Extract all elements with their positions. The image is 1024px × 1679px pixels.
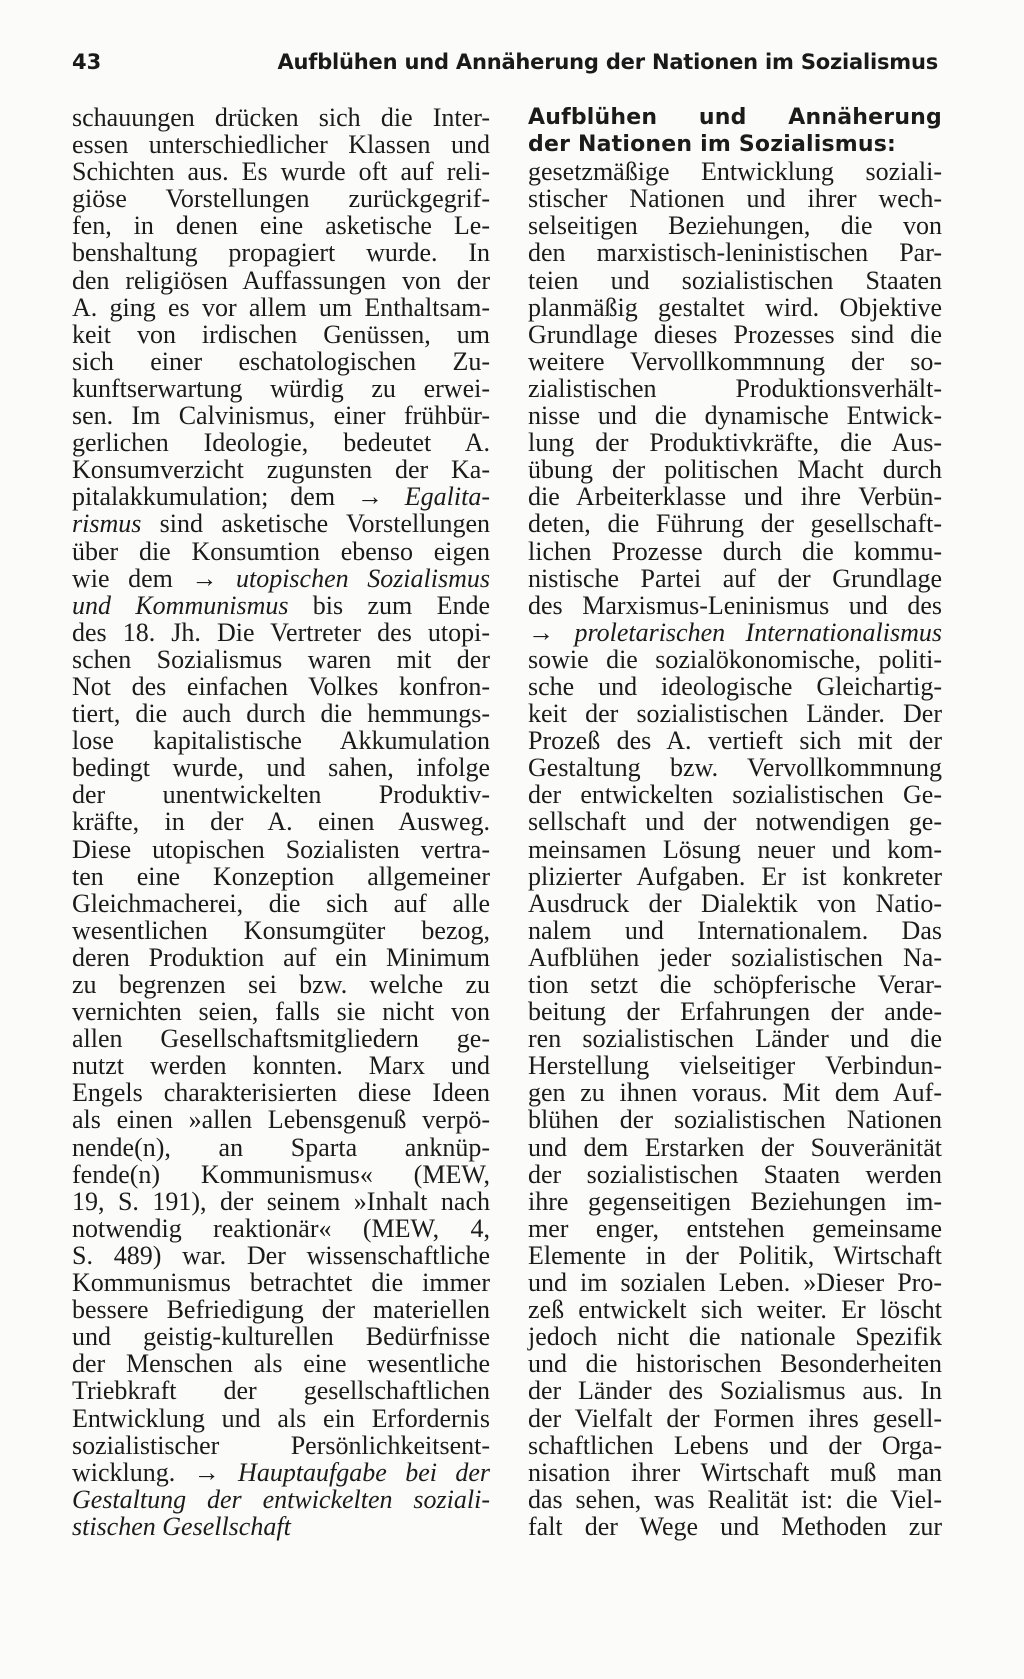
text-line: über die Konsumtion ebenso eigen xyxy=(72,536,490,566)
text-line: bedingt wurde, und sahen, infolge xyxy=(72,753,490,783)
text-line: sich einer eschatologischen Zu- xyxy=(72,346,490,376)
text-line: und geistig-kulturellen Bedürfnisse xyxy=(72,1322,490,1352)
text-line: kunftserwartung würdig zu erwei- xyxy=(72,373,490,403)
text-line: ren sozialistischen Länder und die xyxy=(528,1024,942,1054)
text-line: und die historischen Besonderheiten xyxy=(528,1349,942,1379)
text-line: fen, in denen eine asketische Le- xyxy=(72,211,490,241)
text-line: lung der Produktivkräfte, die Aus- xyxy=(528,428,942,458)
text-line: Gestaltung bzw. Vervollkommnung xyxy=(528,753,942,783)
text-line: deren Produktion auf ein Minimum xyxy=(72,942,490,972)
cross-reference[interactable]: proletarischen Internationalismus xyxy=(574,617,942,647)
text-line: tion setzt die schöpferische Verar- xyxy=(528,970,942,999)
text-line: Herstellung vielseitiger Verbindun- xyxy=(528,1051,942,1081)
text-line: der Menschen als eine wesentliche xyxy=(72,1349,490,1379)
text-line: keit der sozialistischen Länder. Der xyxy=(528,699,942,729)
text-line: des 18. Jh. Die Vertreter des utopi- xyxy=(72,617,490,647)
text-line: sche und ideologische Gleichartig- xyxy=(528,671,942,701)
text-line: rismus sind asketische Vorstellungen xyxy=(72,509,490,539)
text-line: gesetzmäßige Entwicklung soziali- xyxy=(528,157,942,187)
text-line: wesentlichen Konsumgüter bezog, xyxy=(72,915,490,945)
text-line: kräfte, in der A. einen Ausweg. xyxy=(72,807,490,837)
text-line: Kommunismus betrachtet die immer xyxy=(72,1268,490,1298)
text-line: gerlichen Ideologie, bedeutet A. xyxy=(72,428,490,458)
text-line: Grundlage dieses Prozesses sind die xyxy=(528,319,942,349)
text-line: Konsumverzicht zugunsten der Ka- xyxy=(72,455,490,485)
text-line: benshaltung propagiert wurde. In xyxy=(72,238,490,268)
text-line: Elemente in der Politik, Wirtschaft xyxy=(528,1240,942,1270)
text-line: vernichten seien, falls sie nicht von xyxy=(72,997,490,1027)
cross-reference[interactable]: Egalita- xyxy=(404,482,490,512)
text-line: zu begrenzen sei bzw. welche zu xyxy=(72,970,490,999)
text-line: mer enger, entstehen gemeinsame xyxy=(528,1213,942,1243)
text-line: sozialistischer Persönlichkeitsent- xyxy=(72,1430,490,1460)
text-line: als einen »allen Lebensgenuß verpö- xyxy=(72,1105,490,1135)
text-line: nutzt werden konnten. Marx und xyxy=(72,1051,490,1081)
text-line: Engels charakterisierten diese Ideen xyxy=(72,1078,490,1108)
text-line: Ausdruck der Dialektik von Natio- xyxy=(528,888,942,918)
text-line: übung der politischen Macht durch xyxy=(528,455,942,485)
text-line: Diese utopischen Sozialisten vertra- xyxy=(72,834,490,864)
text-line: ihre gegenseitigen Beziehungen im- xyxy=(528,1186,942,1216)
cross-reference[interactable]: und Kommunismus xyxy=(72,590,289,620)
cross-reference[interactable]: utopischen Sozialismus xyxy=(235,563,490,593)
text-line: der Länder des Sozialismus aus. In xyxy=(528,1376,942,1406)
text-line: Triebkraft der gesellschaftlichen xyxy=(72,1376,490,1406)
text-line: Schichten aus. Es wurde oft auf reli- xyxy=(72,157,490,187)
page-header xyxy=(72,50,938,86)
text-line: notwendig reaktionär« (MEW, 4, xyxy=(72,1213,490,1243)
text-line: 19, S. 191), der seinem »Inhalt nach xyxy=(72,1186,490,1216)
text-line: deten, die Führung der gesellschaft- xyxy=(528,509,942,539)
text-line: nisation ihrer Wirtschaft muß man xyxy=(528,1457,942,1487)
text-line: zeß entwickelt sich weiter. Er löscht xyxy=(528,1295,942,1325)
text-line: nende(n), an Sparta anknüp- xyxy=(72,1132,490,1162)
text-line: das sehen, was Realität ist: die Viel- xyxy=(528,1484,942,1514)
text-line: und dem Erstarken der Souveränität xyxy=(528,1132,942,1162)
text-line: den marxistisch-leninistischen Par- xyxy=(528,238,942,268)
text-line: A. ging es vor allem um Enthaltsam- xyxy=(72,292,490,322)
text-line: falt der Wege und Methoden zur xyxy=(528,1511,942,1541)
text-line: tiert, die auch durch die hemmungs- xyxy=(72,699,490,729)
cross-reference[interactable]: rismus xyxy=(72,509,142,539)
text-line: Aufblühen jeder sozialistischen Na- xyxy=(528,942,942,972)
text-line: fende(n) Kommunismus« (MEW, xyxy=(72,1159,490,1189)
text-line: lose kapitalistische Akkumulation xyxy=(72,726,490,756)
text-line: schaftlichen Lebens und der Orga- xyxy=(528,1430,942,1460)
text-line: S. 489) war. Der wissenschaftliche xyxy=(72,1240,490,1270)
text-line: Not des einfachen Volkes konfron- xyxy=(72,671,490,701)
running-head: Aufblühen und Annäherung der Nationen im Sozialismus xyxy=(277,50,938,74)
text-line: die Arbeiterklasse und ihre Verbün- xyxy=(528,482,942,512)
text-line: zialistischen Produktionsverhält- xyxy=(528,373,942,403)
text-line: wicklung. → Hauptaufgabe bei der xyxy=(72,1457,491,1487)
text-line: nistische Partei auf der Grundlage xyxy=(528,563,942,593)
text-line: und Kommunismus bis zum Ende xyxy=(72,590,490,620)
text-line: planmäßig gestaltet wird. Objektive xyxy=(528,292,942,322)
text-line: beitung der Erfahrungen der ande- xyxy=(528,997,942,1027)
text-line: selseitigen Beziehungen, die von xyxy=(528,211,942,241)
text-line: keit von irdischen Genüssen, um xyxy=(72,319,490,349)
text-line: blühen der sozialistischen Nationen xyxy=(528,1105,942,1135)
page-number: 43 xyxy=(72,50,102,74)
text-line: den religiösen Auffassungen von der xyxy=(72,265,490,295)
text-line[interactable]: stischen Gesellschaft xyxy=(72,1511,291,1541)
text-line: der unentwickelten Produktiv- xyxy=(72,780,490,810)
text-line: Prozeß des A. vertieft sich mit der xyxy=(528,726,942,756)
text-line: des Marxismus-Leninismus und des xyxy=(528,590,942,620)
text-line: und im sozialen Leben. »Dieser Pro- xyxy=(528,1268,942,1298)
left-column xyxy=(72,104,490,1540)
text-line: der sozialistischen Staaten werden xyxy=(528,1159,942,1189)
entry-heading: der Nationen im Sozialismus: xyxy=(528,132,897,158)
text-line: pitalakkumulation; dem → Egalita- xyxy=(72,482,490,512)
text-line: der Vielfalt der Formen ihres gesell- xyxy=(528,1403,942,1433)
text-line: lichen Prozesse durch die kommu- xyxy=(528,536,942,566)
text-line: stischer Nationen und ihrer wech- xyxy=(528,184,942,214)
text-line: gen zu ihnen voraus. Mit dem Auf- xyxy=(528,1078,942,1108)
text-line: jedoch nicht die nationale Spezifik xyxy=(528,1322,942,1352)
text-line: plizierter Aufgaben. Er ist konkreter xyxy=(528,861,942,891)
text-line: essen unterschiedlicher Klassen und xyxy=(72,130,490,160)
text-line: sowie die sozialökonomische, politi- xyxy=(528,644,942,674)
text-line: meinsamen Lösung neuer und kom- xyxy=(528,834,942,864)
text-line: Gleichmacherei, die sich auf alle xyxy=(72,888,490,918)
text-line: wie dem → utopischen Sozialismus xyxy=(72,563,490,593)
text-line: sellschaft und der notwendigen ge- xyxy=(528,807,942,837)
text-line: ten eine Konzeption allgemeiner xyxy=(72,861,490,891)
text-line: teien und sozialistischen Staaten xyxy=(528,265,942,295)
text-line: der entwickelten sozialistischen Ge- xyxy=(528,780,942,810)
text-line: bessere Befriedigung der materiellen xyxy=(72,1295,490,1325)
text-line: schauungen drücken sich die Inter- xyxy=(72,103,490,132)
text-line: giöse Vorstellungen zurückgegrif- xyxy=(72,184,490,214)
text-line: allen Gesellschaftsmitgliedern ge- xyxy=(72,1024,490,1054)
right-column xyxy=(528,104,942,1540)
entry-heading: Aufblühen und Annäherung xyxy=(528,105,942,130)
cross-reference[interactable]: Hauptaufgabe bei der xyxy=(238,1457,491,1487)
text-line: schen Sozialismus waren mit der xyxy=(72,644,490,674)
text-line: weitere Vervollkommnung der so- xyxy=(528,346,942,376)
text-line: Entwicklung und als ein Erfordernis xyxy=(72,1403,490,1433)
text-line[interactable]: Gestaltung der entwickelten soziali- xyxy=(72,1484,490,1514)
text-line: → proletarischen Internationalismus xyxy=(528,617,942,647)
text-line: nisse und die dynamische Entwick- xyxy=(528,401,942,431)
text-line: sen. Im Calvinismus, einer frühbür- xyxy=(72,401,490,431)
text-line: nalem und Internationalem. Das xyxy=(528,915,942,945)
